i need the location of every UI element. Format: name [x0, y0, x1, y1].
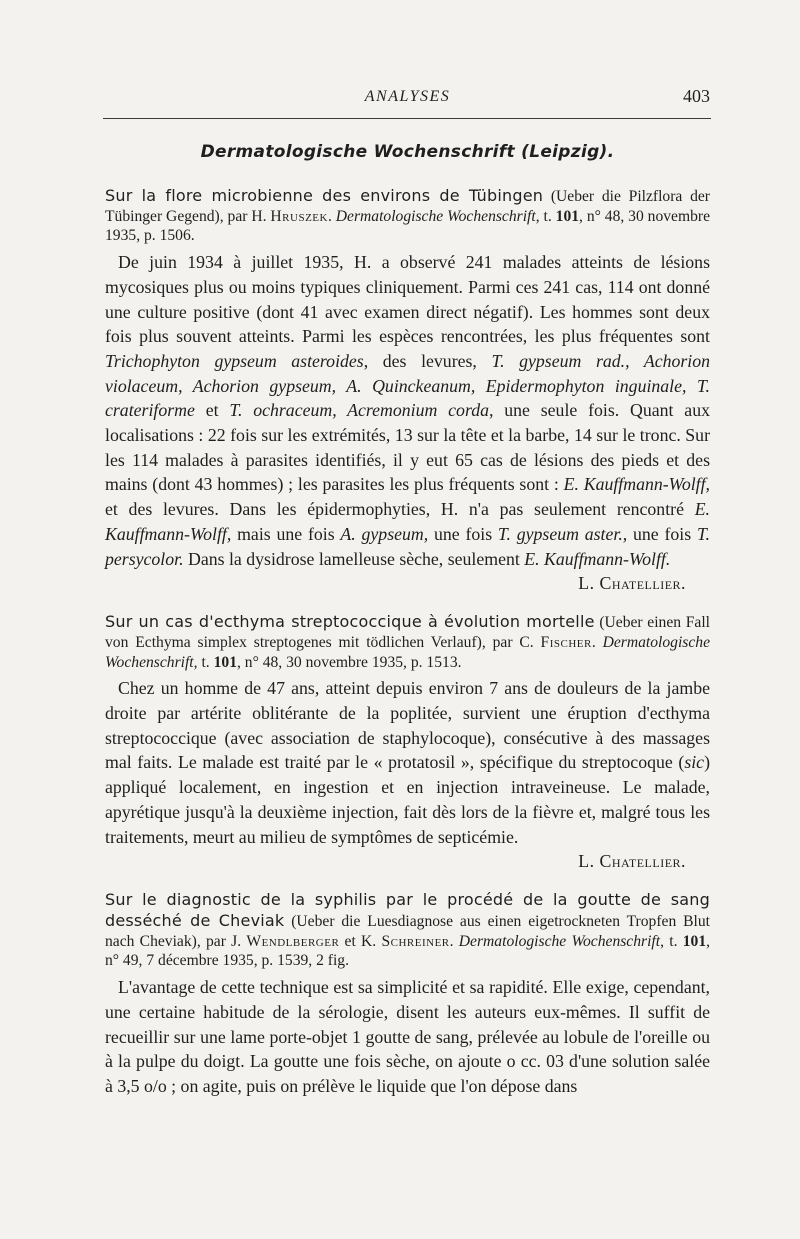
author-name: Hruszek — [270, 207, 328, 225]
reviewer-name: L. Chatellier. — [578, 573, 686, 594]
ref-text: et K. — [339, 932, 382, 950]
article-reference — [105, 186, 710, 246]
ref-text: , n° 49, 7 décembre 1935, p. 1539, 2 fig. — [105, 932, 711, 970]
species-name: T. ochraceum, Acremonium corda, — [229, 400, 494, 421]
ref-text: , t. — [535, 207, 556, 225]
running-title: ANALYSES — [364, 88, 451, 105]
body-text: une seule fois. Quant aux localisations : 22 fois sur les extrémités, 13 sur la tête et la barbe, 14 sur le tronc. Sur les 114 malades à parasites identifiés, il y eut 65 cas de lésions des pieds et des mains (dont 43 hommes) ; les parasites les plus fréquents sont : — [105, 400, 710, 495]
body-text: ) appliqué localement, en ingestion et en injection intraveineuse. Le malade, apyrétique jusqu'à la deuxième injection, fait dès lors de la fièvre et, malgré tous les traitements, meurt au milieu de symptômes de septicémie. — [105, 752, 710, 847]
author-name: Wendlberger — [246, 932, 340, 950]
body-text: et — [194, 400, 230, 421]
volume-number: 101 — [682, 932, 707, 950]
volume-number: 101 — [213, 653, 237, 671]
body-text: une fois — [627, 523, 697, 544]
article-title: Sur un cas d'ecthyma streptococcique à évolution mortelle — [105, 611, 595, 631]
body-text: Dans la dysidrose lamelleuse sèche, seulement — [183, 548, 525, 569]
article-reference — [105, 890, 710, 971]
article-reference — [105, 612, 710, 672]
page-number: 403 — [683, 86, 710, 106]
species-name: T. persycolor. — [105, 523, 710, 569]
ref-text: . — [591, 633, 603, 651]
article-2 — [105, 612, 710, 874]
species-name: Trichophyton gypseum asteroides — [105, 350, 364, 371]
ref-text: , t. — [193, 653, 214, 671]
body-text: Chez un homme de 47 ans, atteint depuis environ 7 ans de douleurs de la jambe droite par artérite oblitérante de la poplitée, survient une éruption d'ecthyma streptococcique (avec association de staphylocoque), consécutive à des massages mal faits. Le malade est traité par le « protatosil », spécifique du streptocoque ( — [105, 678, 710, 773]
header-rule — [103, 118, 711, 119]
species-name: E. Kauffmann-Wolff. — [524, 548, 671, 569]
author-name: Fischer — [540, 633, 592, 651]
species-name: A. gypseum, — [340, 523, 429, 544]
journal-name: Dermatologische Wochenschrift — [458, 932, 661, 950]
species-name: E. Kauffmann-Wolff, — [563, 474, 711, 495]
journal-heading: Dermatologische Wochenschrift (Leipzig). — [200, 142, 615, 162]
reviewer-signature — [105, 849, 710, 874]
article-title: Sur la flore microbienne des environs de Tübingen — [105, 185, 544, 205]
ref-text: , n° 48, 30 novembre 1935, p. 1506. — [105, 207, 711, 245]
body-text: et des levures. Dans les épidermophyties, H. n'a pas seulement rencontré — [105, 499, 695, 520]
author-name: Schreiner — [381, 932, 450, 950]
article-body — [105, 676, 710, 849]
article-title: Sur le diagnostic de la syphilis par le procédé de la goutte de sang desséché de Cheviak — [105, 889, 710, 930]
article-body — [105, 250, 710, 571]
page-content — [105, 140, 710, 1115]
ref-text: . — [449, 932, 459, 950]
ref-text: (Ueber die Luesdiagnose aus einen eigetrockneten Tropfen Blut nach Cheviak), par J. — [105, 912, 710, 950]
sic-note: sic — [684, 752, 705, 773]
ref-text: . — [327, 207, 336, 225]
running-header — [105, 86, 710, 110]
journal-name: Dermatologische Wochenschrift — [105, 633, 710, 671]
reviewer-name: L. Chatellier. — [578, 851, 686, 872]
species-name: T. gypseum rad., Achorion violaceum, Achorion gypseum, A. Quinckeanum, Epidermophyton inguinale, T. crateriforme — [105, 350, 711, 421]
journal-name: Dermatologische Wochenschrift — [335, 207, 536, 225]
reviewer-signature — [105, 571, 710, 596]
species-name: E. Kauffmann-Wolff, — [105, 499, 710, 544]
ref-text: , t. — [660, 932, 683, 950]
article-body — [105, 975, 710, 1099]
body-text: , des levures, — [363, 350, 492, 371]
body-text: une fois — [428, 523, 498, 544]
species-name: T. gypseum aster., — [497, 523, 628, 544]
volume-number: 101 — [555, 207, 580, 225]
ref-text: (Ueber einen Fall von Ecthyma simplex streptogenes mit tödlichen Verlauf), par C. — [105, 613, 710, 651]
article-3 — [105, 890, 710, 1099]
body-text: mais une fois — [231, 523, 341, 544]
ref-text: , n° 48, 30 novembre 1935, p. 1513. — [236, 653, 462, 671]
body-text: L'avantage de cette technique est sa simplicité et sa rapidité. Elle exige, cependant, une certaine habitude de la sérologie, disent les auteurs eux-mêmes. Il suffit de recueillir sur une lame porte-objet 1 goutte de sang, prélevée au lobule de l'oreille ou à la pulpe du doigt. La goutte une fois sèche, on ajoute o cc. 03 d'une solution salée à 3,5 o/o ; on agite, puis on prélève le liquide que l'on dépose dans — [105, 977, 710, 1096]
article-1 — [105, 186, 710, 596]
body-text: De juin 1934 à juillet 1935, H. a observé 241 malades atteints de lésions mycosiques plus ou moins typiques cliniquement. Parmi ces 241 cas, 114 ont donné une culture positive (dont 41 avec examen direct négatif). Les hommes sont deux fois plus souvent atteints. Parmi les espèces rencontrées, les plus fréquentes sont — [105, 252, 710, 347]
ref-text: (Ueber die Pilzflora der Tübinger Gegend), par H. — [105, 187, 710, 225]
